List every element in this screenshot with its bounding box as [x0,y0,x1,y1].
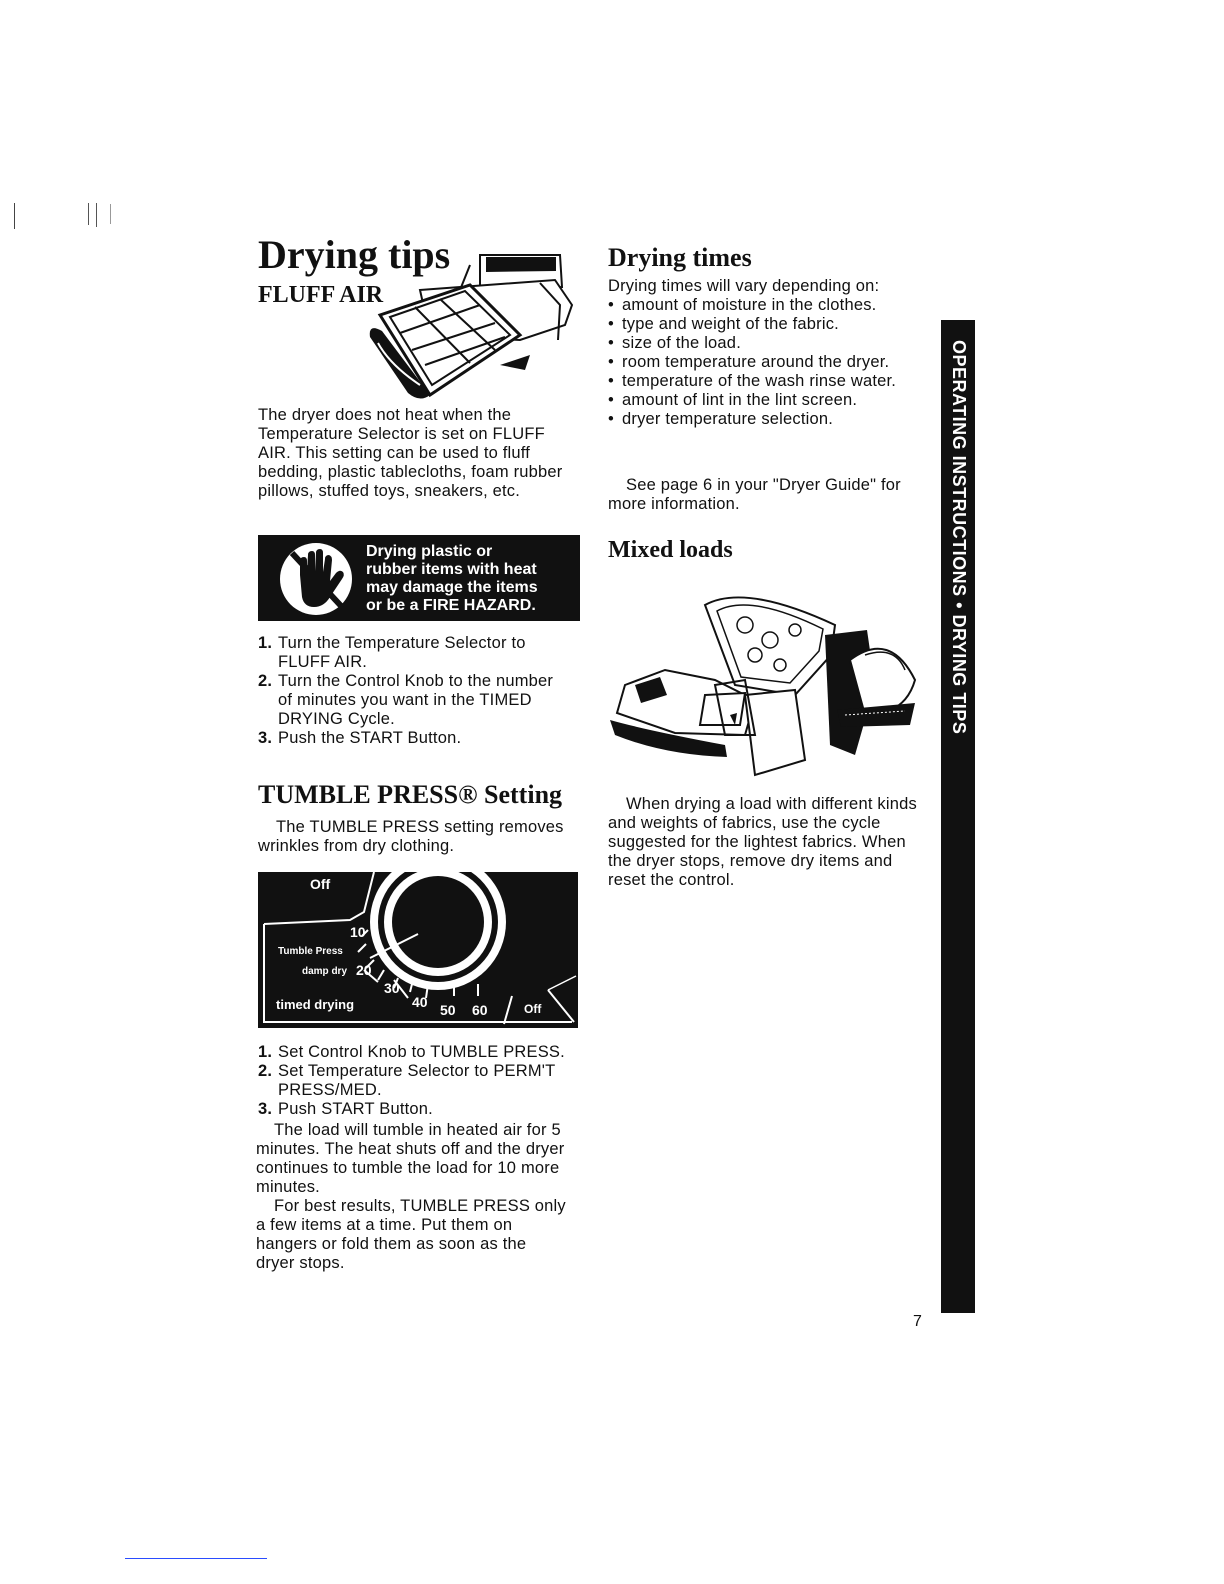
fluff-air-steps [258,634,568,748]
list-item: • amount of lint in the lint screen. [608,391,898,410]
scan-mark [14,203,15,229]
warning-line: Drying plastic or [366,543,493,560]
hand-stop-icon [278,541,354,617]
tumble-press-heading: TUMBLE PRESS® Setting [258,780,563,809]
mixed-loads-text: When drying a load with different kinds and weights of fabrics, use the cycle suggested for the lightest fabrics. When the dryer stops, remove dry items and reset the control. [608,795,917,889]
bedding-illustration [360,245,575,405]
dial-label-timed-drying: timed drying [276,997,355,1012]
mixed-loads-illustration [605,585,920,780]
tumble-press-paragraph: The load will tumble in heated air for 5 minutes. The heat shuts off and the dryer continues to tumble the load for 10 more minutes. [256,1121,565,1196]
list-item: • size of the load. [608,334,898,353]
drying-times-heading: Drying times [608,243,752,272]
dial-label-30: 30 [384,980,400,996]
dryer-guide-note: See page 6 in your "Dryer Guide" for more information. [608,476,901,513]
scan-mark [88,203,89,225]
list-item: • room temperature around the dryer. [608,353,898,372]
tumble-press-steps [258,1043,578,1119]
warning-line: rubber items with heat [366,561,537,578]
list-item: • dryer temperature selection. [608,410,898,429]
list-item: • type and weight of the fabric. [608,315,898,334]
dial-label-20: 20 [356,962,372,978]
warning-line: may damage the items [366,579,538,596]
list-item: 1. Set Control Knob to TUMBLE PRESS. [258,1043,565,1061]
dial-label-50: 50 [440,1002,456,1018]
mixed-loads-heading: Mixed loads [608,537,733,563]
list-item: • amount of moisture in the clothes. [608,296,898,315]
list-item: 3. Push the START Button. [258,729,462,747]
dial-label-off: Off [310,876,331,892]
page-number: 7 [913,1313,922,1330]
dial-label-40: 40 [412,994,428,1010]
fire-hazard-warning [258,535,580,621]
dial-label-damp-dry: damp dry [302,966,348,977]
list-item: 3. Push START Button. [258,1100,433,1118]
list-item: • temperature of the wash rinse water. [608,372,898,391]
dial-label-tumble-press: Tumble Press [278,946,343,957]
section-tab-label: OPERATING INSTRUCTIONS • DRYING TIPS [949,340,969,735]
dial-label-off-bottom: Off [524,1002,542,1016]
bottom-rule [125,1558,267,1559]
warning-line: or be a FIRE HAZARD. [366,597,536,614]
page-title: Drying tips [258,232,451,277]
scan-mark [110,204,111,224]
tumble-press-paragraph: For best results, TUMBLE PRESS only a few items at a time. Put them on hangers or fold them as soon as the dryer stops. [256,1197,566,1272]
dial-label-60: 60 [472,1002,488,1018]
fluff-air-heading: FLUFF AIR [258,282,384,308]
list-item: 2. Turn the Control Knob to the number of minutes you want in the TIMED DRYING Cycle. [258,672,554,728]
dial-label-10: 10 [350,924,366,940]
fluff-air-text: The dryer does not heat when the Temperature Selector is set on FLUFF AIR. This setting can be used to fluff bedding, plastic tablecloths, foam rubber pillows, stuffed toys, sneakers, etc. [258,406,563,500]
tumble-press-intro: The TUMBLE PRESS setting removes wrinkles from dry clothing. [258,818,564,855]
scan-mark [96,203,97,227]
control-dial-illustration [258,872,578,1028]
drying-times-list [608,296,898,429]
drying-times-intro: Drying times will vary depending on: [608,277,880,295]
list-item: 2. Set Temperature Selector to PERM'T PRESS/MED. [258,1062,556,1099]
list-item: 1. Turn the Temperature Selector to FLUFF AIR. [258,634,526,671]
section-tab [941,320,975,1313]
